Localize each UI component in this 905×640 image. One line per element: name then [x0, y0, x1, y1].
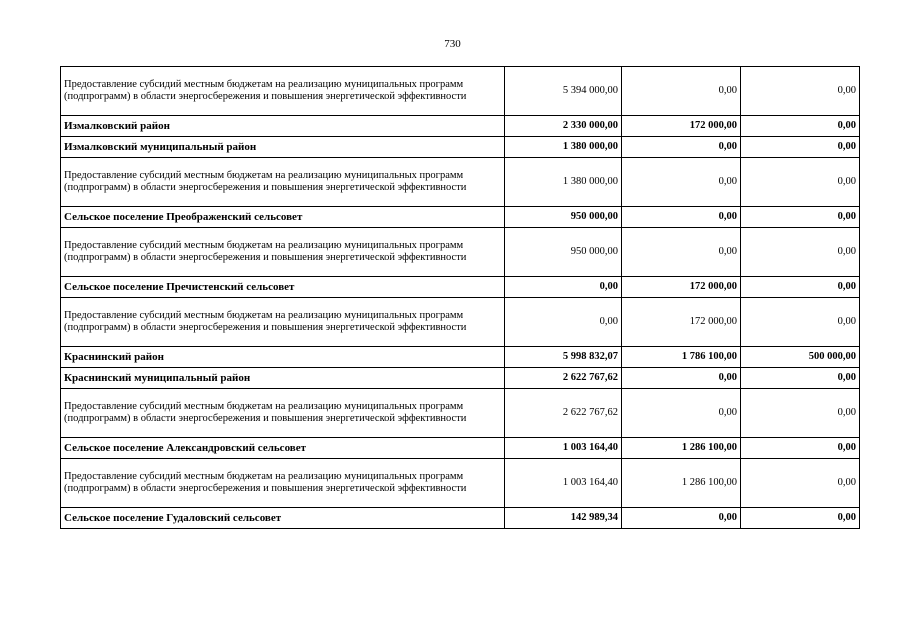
- row-name-cell: Сельское поселение Пречистенский сельсовет: [61, 277, 505, 298]
- row-value-1-cell: 5 998 832,07: [505, 347, 622, 368]
- row-value-1-cell: 5 394 000,00: [505, 67, 622, 116]
- row-value-3-cell: 0,00: [741, 508, 860, 529]
- row-value-2-cell: 172 000,00: [622, 116, 741, 137]
- row-value-3-cell: 0,00: [741, 116, 860, 137]
- row-name-cell: Предоставление субсидий местным бюджетам на реализацию муниципальных программ (подпрограмм) в области энергосбережения и повышения энергетической эффективности: [61, 389, 505, 438]
- row-value-2-cell: 0,00: [622, 389, 741, 438]
- table-row-detail: [61, 158, 860, 207]
- row-value-3-cell: 0,00: [741, 207, 860, 228]
- row-value-3-cell: 0,00: [741, 277, 860, 298]
- table-row-subtotal: [61, 116, 860, 137]
- row-name-cell: Краснинский муниципальный район: [61, 368, 505, 389]
- budget-table: [60, 66, 860, 529]
- row-value-2-cell: 172 000,00: [622, 298, 741, 347]
- row-value-1-cell: 142 989,34: [505, 508, 622, 529]
- table-row-subtotal: [61, 438, 860, 459]
- row-name-cell: Предоставление субсидий местным бюджетам на реализацию муниципальных программ (подпрограмм) в области энергосбережения и повышения энергетической эффективности: [61, 459, 505, 508]
- row-name-cell: Измалковский район: [61, 116, 505, 137]
- row-value-1-cell: 2 330 000,00: [505, 116, 622, 137]
- row-value-2-cell: 0,00: [622, 228, 741, 277]
- row-value-1-cell: 0,00: [505, 298, 622, 347]
- table-row-detail: [61, 67, 860, 116]
- table-row-detail: [61, 228, 860, 277]
- row-value-1-cell: 2 622 767,62: [505, 389, 622, 438]
- row-name-cell: Сельское поселение Гудаловский сельсовет: [61, 508, 505, 529]
- row-value-3-cell: 500 000,00: [741, 347, 860, 368]
- row-value-2-cell: 1 286 100,00: [622, 438, 741, 459]
- row-value-3-cell: 0,00: [741, 298, 860, 347]
- table-row-subtotal: [61, 277, 860, 298]
- row-name-cell: Предоставление субсидий местным бюджетам на реализацию муниципальных программ (подпрограмм) в области энергосбережения и повышения энергетической эффективности: [61, 298, 505, 347]
- row-value-3-cell: 0,00: [741, 368, 860, 389]
- row-value-3-cell: 0,00: [741, 228, 860, 277]
- row-value-1-cell: 1 380 000,00: [505, 158, 622, 207]
- row-name-cell: Предоставление субсидий местным бюджетам на реализацию муниципальных программ (подпрограмм) в области энергосбережения и повышения энергетической эффективности: [61, 158, 505, 207]
- row-value-1-cell: 2 622 767,62: [505, 368, 622, 389]
- row-value-1-cell: 950 000,00: [505, 207, 622, 228]
- row-value-3-cell: 0,00: [741, 67, 860, 116]
- row-name-cell: Предоставление субсидий местным бюджетам на реализацию муниципальных программ (подпрограмм) в области энергосбережения и повышения энергетической эффективности: [61, 228, 505, 277]
- row-value-2-cell: 0,00: [622, 508, 741, 529]
- row-name-cell: Сельское поселение Преображенский сельсовет: [61, 207, 505, 228]
- table-row-detail: [61, 389, 860, 438]
- row-value-2-cell: 1 786 100,00: [622, 347, 741, 368]
- row-name-cell: Предоставление субсидий местным бюджетам на реализацию муниципальных программ (подпрограмм) в области энергосбережения и повышения энергетической эффективности: [61, 67, 505, 116]
- row-value-1-cell: 1 380 000,00: [505, 137, 622, 158]
- row-value-3-cell: 0,00: [741, 459, 860, 508]
- row-value-2-cell: 0,00: [622, 207, 741, 228]
- row-value-2-cell: 0,00: [622, 368, 741, 389]
- table-row-subtotal: [61, 368, 860, 389]
- table-row-subtotal: [61, 137, 860, 158]
- table-row-subtotal: [61, 347, 860, 368]
- row-name-cell: Измалковский муниципальный район: [61, 137, 505, 158]
- row-value-2-cell: 0,00: [622, 158, 741, 207]
- row-value-3-cell: 0,00: [741, 438, 860, 459]
- table-row-subtotal: [61, 207, 860, 228]
- row-name-cell: Краснинский район: [61, 347, 505, 368]
- row-value-3-cell: 0,00: [741, 137, 860, 158]
- table-row-subtotal: [61, 508, 860, 529]
- row-value-2-cell: 0,00: [622, 137, 741, 158]
- row-value-2-cell: 0,00: [622, 67, 741, 116]
- row-value-1-cell: 950 000,00: [505, 228, 622, 277]
- table-row-detail: [61, 298, 860, 347]
- row-value-2-cell: 172 000,00: [622, 277, 741, 298]
- row-value-3-cell: 0,00: [741, 389, 860, 438]
- page-number: 730: [444, 38, 461, 50]
- table-row-detail: [61, 459, 860, 508]
- row-name-cell: Сельское поселение Александровский сельсовет: [61, 438, 505, 459]
- row-value-1-cell: 1 003 164,40: [505, 438, 622, 459]
- budget-table-body: [61, 67, 860, 529]
- row-value-1-cell: 1 003 164,40: [505, 459, 622, 508]
- row-value-1-cell: 0,00: [505, 277, 622, 298]
- row-value-3-cell: 0,00: [741, 158, 860, 207]
- row-value-2-cell: 1 286 100,00: [622, 459, 741, 508]
